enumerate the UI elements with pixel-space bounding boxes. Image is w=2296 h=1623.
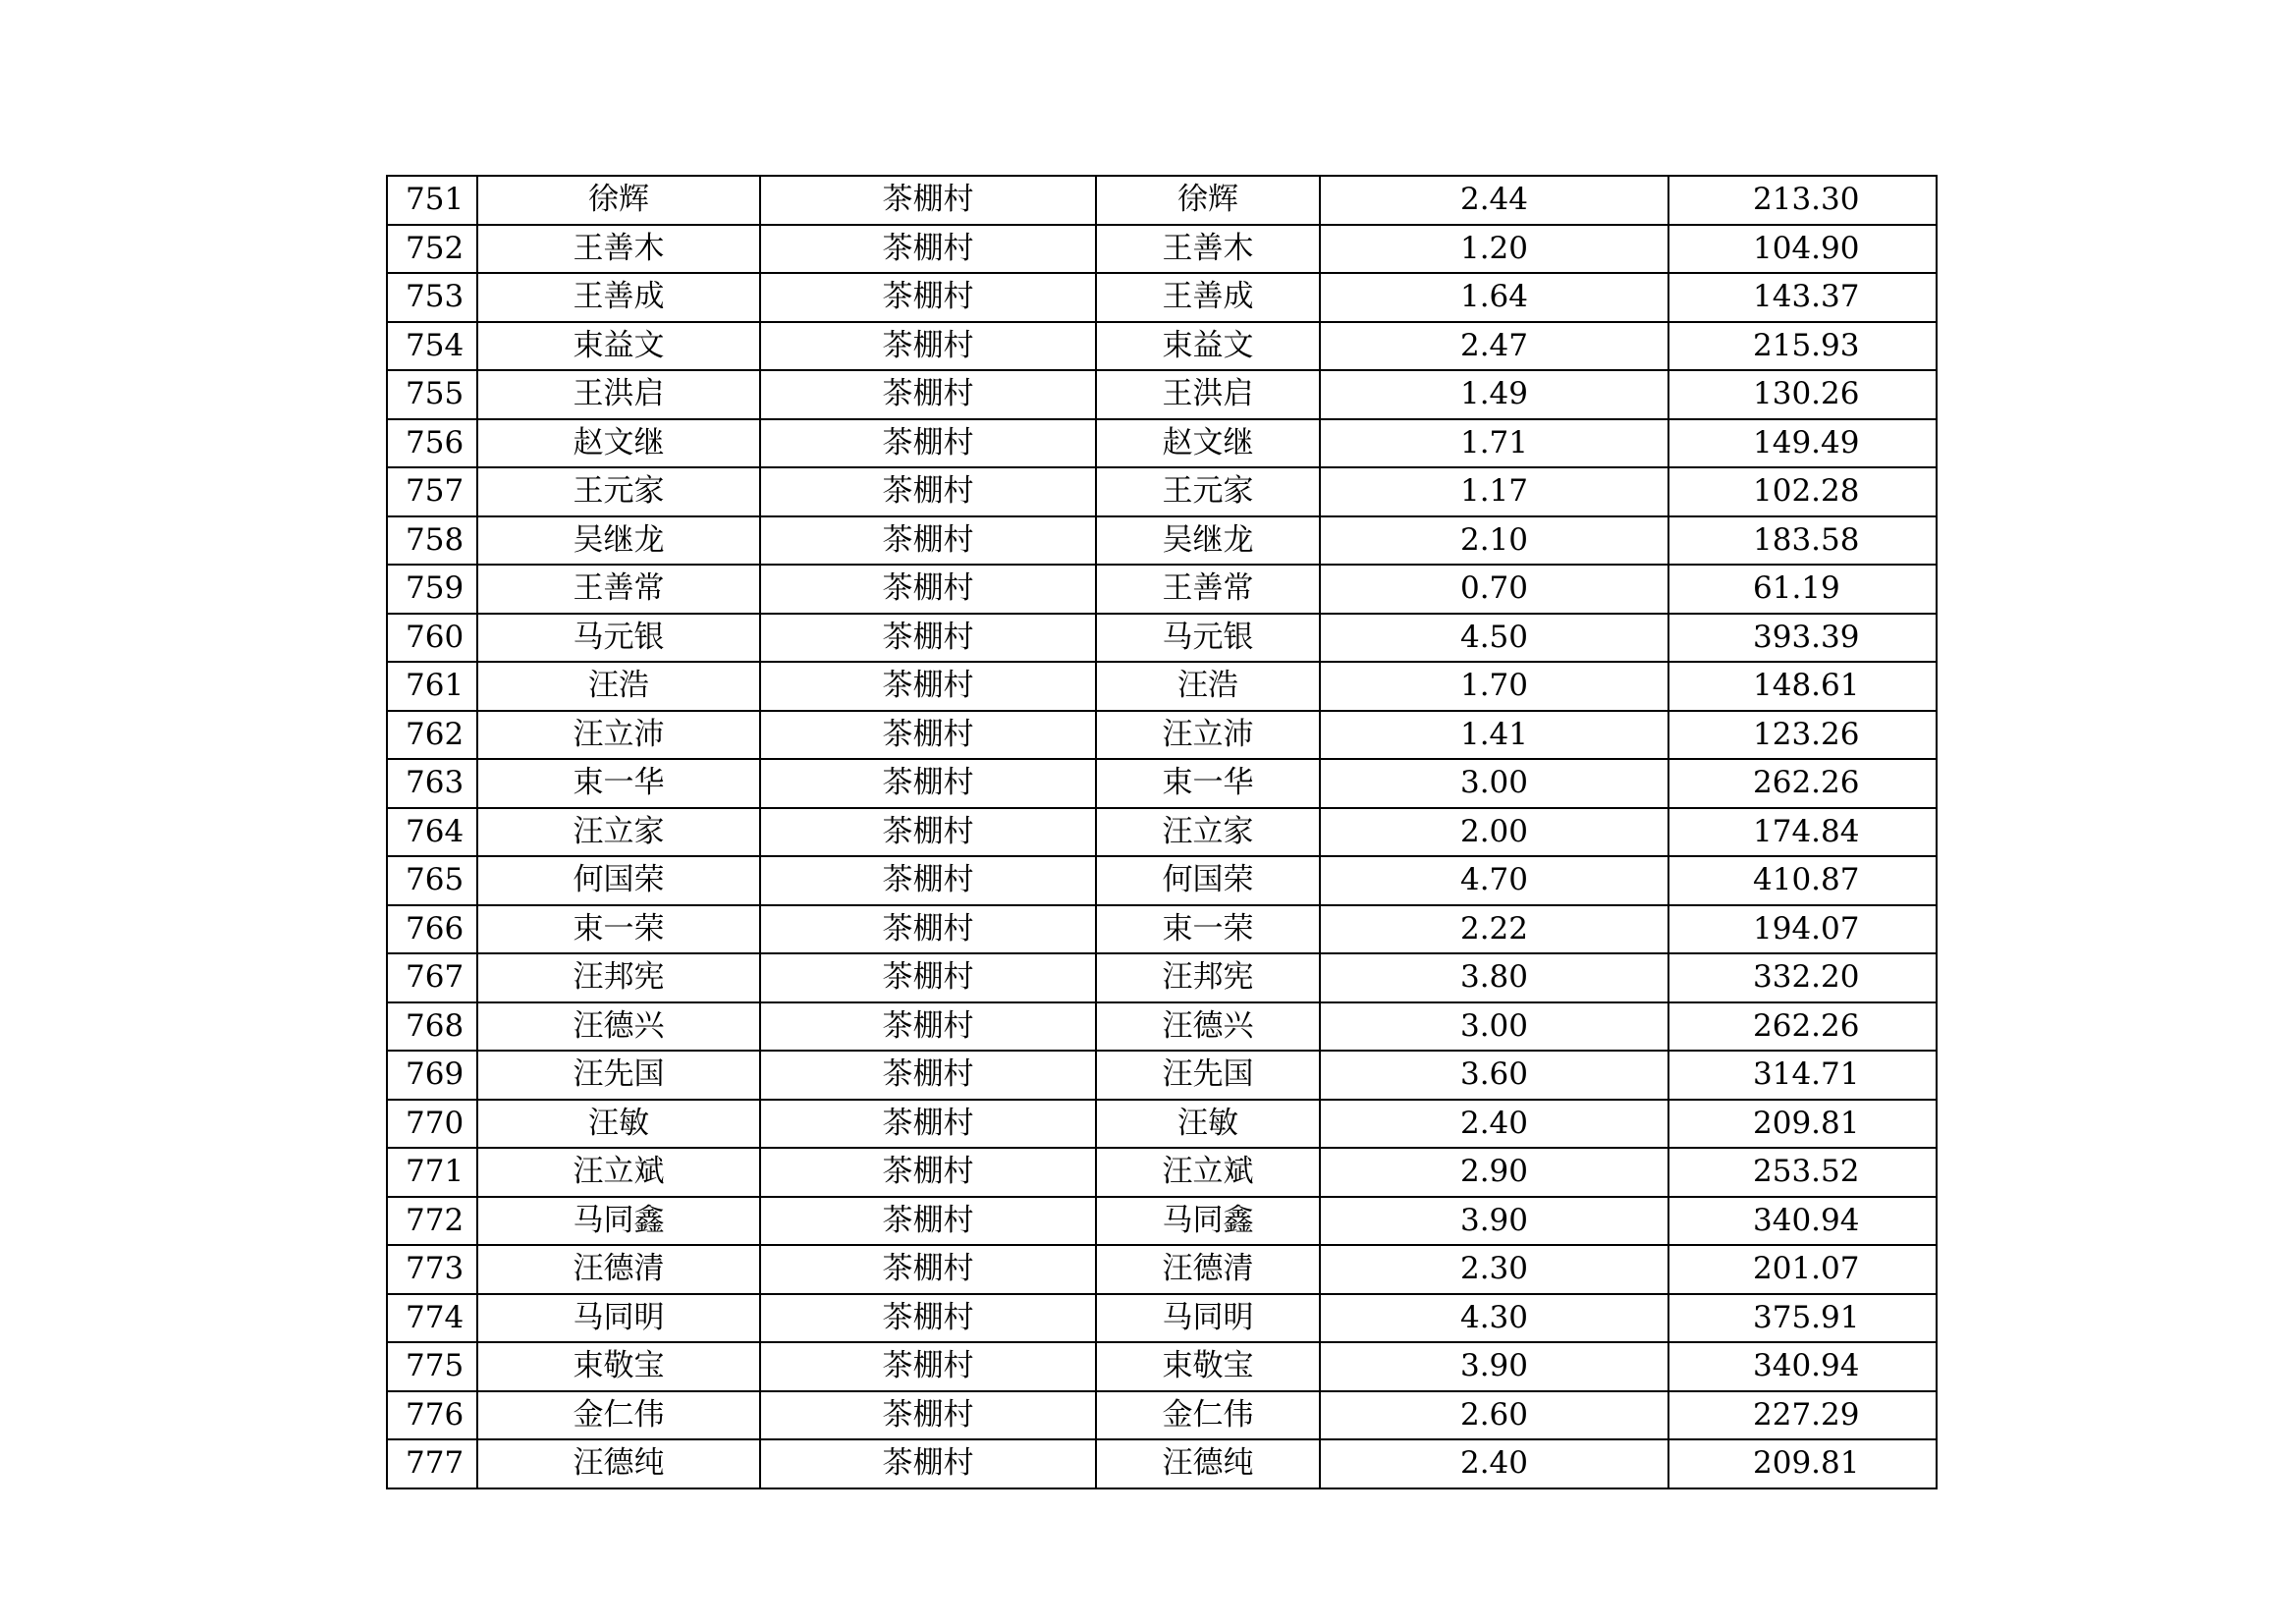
cell-row-number: 777 [387,1439,477,1488]
table-row [387,1439,1937,1488]
cell-amount: 227.29 [1668,1391,1937,1440]
cell-village: 茶棚村 [760,1391,1096,1440]
cell-name: 束一荣 [477,905,760,954]
table-row [387,370,1937,419]
cell-payee: 束一华 [1096,759,1320,808]
table-row [387,225,1937,274]
cell-payee: 徐辉 [1096,176,1320,225]
cell-village: 茶棚村 [760,1002,1096,1052]
cell-name: 汪浩 [477,662,760,711]
cell-payee: 汪浩 [1096,662,1320,711]
cell-village: 茶棚村 [760,225,1096,274]
cell-name: 汪立沛 [477,711,760,760]
cell-village: 茶棚村 [760,808,1096,857]
cell-name: 汪德兴 [477,1002,760,1052]
cell-area: 3.80 [1320,953,1668,1002]
cell-area: 1.20 [1320,225,1668,274]
cell-payee: 汪邦宪 [1096,953,1320,1002]
cell-row-number: 768 [387,1002,477,1052]
table-row [387,759,1937,808]
table-row [387,1294,1937,1343]
cell-payee: 王善常 [1096,565,1320,614]
cell-village: 茶棚村 [760,176,1096,225]
cell-payee: 王元家 [1096,467,1320,516]
cell-name: 汪先国 [477,1051,760,1100]
cell-amount: 262.26 [1668,759,1937,808]
cell-payee: 王善木 [1096,225,1320,274]
cell-village: 茶棚村 [760,1051,1096,1100]
cell-name: 王洪启 [477,370,760,419]
cell-amount: 410.87 [1668,856,1937,905]
cell-payee: 汪立沛 [1096,711,1320,760]
cell-amount: 253.52 [1668,1148,1937,1197]
cell-village: 茶棚村 [760,467,1096,516]
cell-village: 茶棚村 [760,1294,1096,1343]
cell-village: 茶棚村 [760,419,1096,468]
cell-village: 茶棚村 [760,614,1096,663]
cell-amount: 123.26 [1668,711,1937,760]
table-body [387,176,1937,1488]
cell-area: 1.64 [1320,273,1668,322]
table-row [387,614,1937,663]
cell-amount: 393.39 [1668,614,1937,663]
cell-row-number: 771 [387,1148,477,1197]
cell-row-number: 772 [387,1197,477,1246]
cell-name: 王元家 [477,467,760,516]
cell-row-number: 766 [387,905,477,954]
data-table [386,175,1938,1489]
cell-row-number: 751 [387,176,477,225]
cell-amount: 215.93 [1668,322,1937,371]
cell-name: 汪敏 [477,1100,760,1149]
cell-name: 何国荣 [477,856,760,905]
cell-name: 徐辉 [477,176,760,225]
cell-row-number: 754 [387,322,477,371]
cell-row-number: 755 [387,370,477,419]
cell-village: 茶棚村 [760,273,1096,322]
cell-row-number: 759 [387,565,477,614]
cell-name: 汪立斌 [477,1148,760,1197]
cell-amount: 194.07 [1668,905,1937,954]
cell-row-number: 752 [387,225,477,274]
cell-area: 2.60 [1320,1391,1668,1440]
cell-village: 茶棚村 [760,953,1096,1002]
cell-village: 茶棚村 [760,1100,1096,1149]
cell-name: 金仁伟 [477,1391,760,1440]
cell-payee: 金仁伟 [1096,1391,1320,1440]
cell-village: 茶棚村 [760,759,1096,808]
cell-name: 束一华 [477,759,760,808]
cell-area: 1.70 [1320,662,1668,711]
cell-payee: 束敬宝 [1096,1342,1320,1391]
cell-area: 2.10 [1320,516,1668,566]
table-row [387,1100,1937,1149]
cell-amount: 262.26 [1668,1002,1937,1052]
cell-village: 茶棚村 [760,1148,1096,1197]
cell-amount: 130.26 [1668,370,1937,419]
cell-row-number: 761 [387,662,477,711]
cell-row-number: 774 [387,1294,477,1343]
cell-amount: 332.20 [1668,953,1937,1002]
cell-row-number: 758 [387,516,477,566]
cell-amount: 209.81 [1668,1100,1937,1149]
cell-name: 王善木 [477,225,760,274]
cell-village: 茶棚村 [760,322,1096,371]
cell-amount: 340.94 [1668,1197,1937,1246]
table-row [387,1391,1937,1440]
cell-area: 4.30 [1320,1294,1668,1343]
cell-payee: 吴继龙 [1096,516,1320,566]
cell-village: 茶棚村 [760,662,1096,711]
cell-amount: 149.49 [1668,419,1937,468]
cell-village: 茶棚村 [760,1197,1096,1246]
cell-area: 4.70 [1320,856,1668,905]
cell-payee: 汪敏 [1096,1100,1320,1149]
table-row [387,905,1937,954]
cell-area: 2.90 [1320,1148,1668,1197]
cell-name: 王善常 [477,565,760,614]
cell-area: 1.17 [1320,467,1668,516]
cell-row-number: 764 [387,808,477,857]
table-row [387,176,1937,225]
cell-name: 马元银 [477,614,760,663]
cell-village: 茶棚村 [760,516,1096,566]
cell-row-number: 763 [387,759,477,808]
cell-area: 2.40 [1320,1100,1668,1149]
cell-area: 2.00 [1320,808,1668,857]
table-row [387,273,1937,322]
cell-payee: 汪立斌 [1096,1148,1320,1197]
cell-payee: 马同明 [1096,1294,1320,1343]
cell-area: 3.60 [1320,1051,1668,1100]
cell-amount: 183.58 [1668,516,1937,566]
table-row [387,662,1937,711]
cell-amount: 143.37 [1668,273,1937,322]
table-row [387,322,1937,371]
cell-row-number: 765 [387,856,477,905]
cell-name: 马同鑫 [477,1197,760,1246]
cell-payee: 王洪启 [1096,370,1320,419]
cell-amount: 174.84 [1668,808,1937,857]
cell-payee: 马元银 [1096,614,1320,663]
cell-payee: 赵文继 [1096,419,1320,468]
cell-amount: 201.07 [1668,1245,1937,1294]
cell-area: 1.49 [1320,370,1668,419]
cell-row-number: 773 [387,1245,477,1294]
cell-amount: 148.61 [1668,662,1937,711]
table-row [387,1051,1937,1100]
cell-area: 3.00 [1320,1002,1668,1052]
cell-payee: 汪德兴 [1096,1002,1320,1052]
cell-row-number: 762 [387,711,477,760]
table-row [387,565,1937,614]
cell-area: 0.70 [1320,565,1668,614]
cell-amount: 375.91 [1668,1294,1937,1343]
cell-amount: 61.19 [1668,565,1937,614]
cell-row-number: 770 [387,1100,477,1149]
cell-village: 茶棚村 [760,711,1096,760]
cell-row-number: 769 [387,1051,477,1100]
cell-name: 王善成 [477,273,760,322]
cell-amount: 340.94 [1668,1342,1937,1391]
table-row [387,953,1937,1002]
cell-village: 茶棚村 [760,1342,1096,1391]
cell-row-number: 776 [387,1391,477,1440]
cell-payee: 汪立家 [1096,808,1320,857]
cell-area: 1.41 [1320,711,1668,760]
cell-row-number: 775 [387,1342,477,1391]
cell-row-number: 753 [387,273,477,322]
cell-area: 2.22 [1320,905,1668,954]
table-row [387,1148,1937,1197]
cell-village: 茶棚村 [760,1439,1096,1488]
cell-name: 马同明 [477,1294,760,1343]
cell-row-number: 767 [387,953,477,1002]
cell-name: 汪德清 [477,1245,760,1294]
cell-amount: 102.28 [1668,467,1937,516]
cell-area: 2.44 [1320,176,1668,225]
cell-payee: 汪德纯 [1096,1439,1320,1488]
cell-area: 3.00 [1320,759,1668,808]
cell-payee: 何国荣 [1096,856,1320,905]
cell-area: 3.90 [1320,1342,1668,1391]
cell-name: 汪立家 [477,808,760,857]
cell-area: 3.90 [1320,1197,1668,1246]
cell-payee: 束一荣 [1096,905,1320,954]
cell-name: 赵文继 [477,419,760,468]
cell-row-number: 760 [387,614,477,663]
cell-village: 茶棚村 [760,565,1096,614]
cell-name: 汪邦宪 [477,953,760,1002]
cell-name: 吴继龙 [477,516,760,566]
cell-amount: 209.81 [1668,1439,1937,1488]
table-row [387,516,1937,566]
cell-payee: 马同鑫 [1096,1197,1320,1246]
cell-area: 1.71 [1320,419,1668,468]
cell-village: 茶棚村 [760,370,1096,419]
table-row [387,467,1937,516]
table-row [387,1342,1937,1391]
cell-area: 4.50 [1320,614,1668,663]
table-row [387,1002,1937,1052]
cell-payee: 汪德清 [1096,1245,1320,1294]
cell-amount: 104.90 [1668,225,1937,274]
cell-payee: 束益文 [1096,322,1320,371]
cell-name: 汪德纯 [477,1439,760,1488]
cell-area: 2.30 [1320,1245,1668,1294]
cell-name: 束敬宝 [477,1342,760,1391]
cell-payee: 王善成 [1096,273,1320,322]
cell-village: 茶棚村 [760,905,1096,954]
cell-name: 束益文 [477,322,760,371]
table-row [387,856,1937,905]
cell-amount: 213.30 [1668,176,1937,225]
cell-payee: 汪先国 [1096,1051,1320,1100]
cell-village: 茶棚村 [760,856,1096,905]
table-row [387,1197,1937,1246]
cell-row-number: 756 [387,419,477,468]
table-row [387,711,1937,760]
cell-row-number: 757 [387,467,477,516]
cell-area: 2.40 [1320,1439,1668,1488]
table-row [387,419,1937,468]
table-row [387,808,1937,857]
table-row [387,1245,1937,1294]
cell-area: 2.47 [1320,322,1668,371]
cell-amount: 314.71 [1668,1051,1937,1100]
cell-village: 茶棚村 [760,1245,1096,1294]
